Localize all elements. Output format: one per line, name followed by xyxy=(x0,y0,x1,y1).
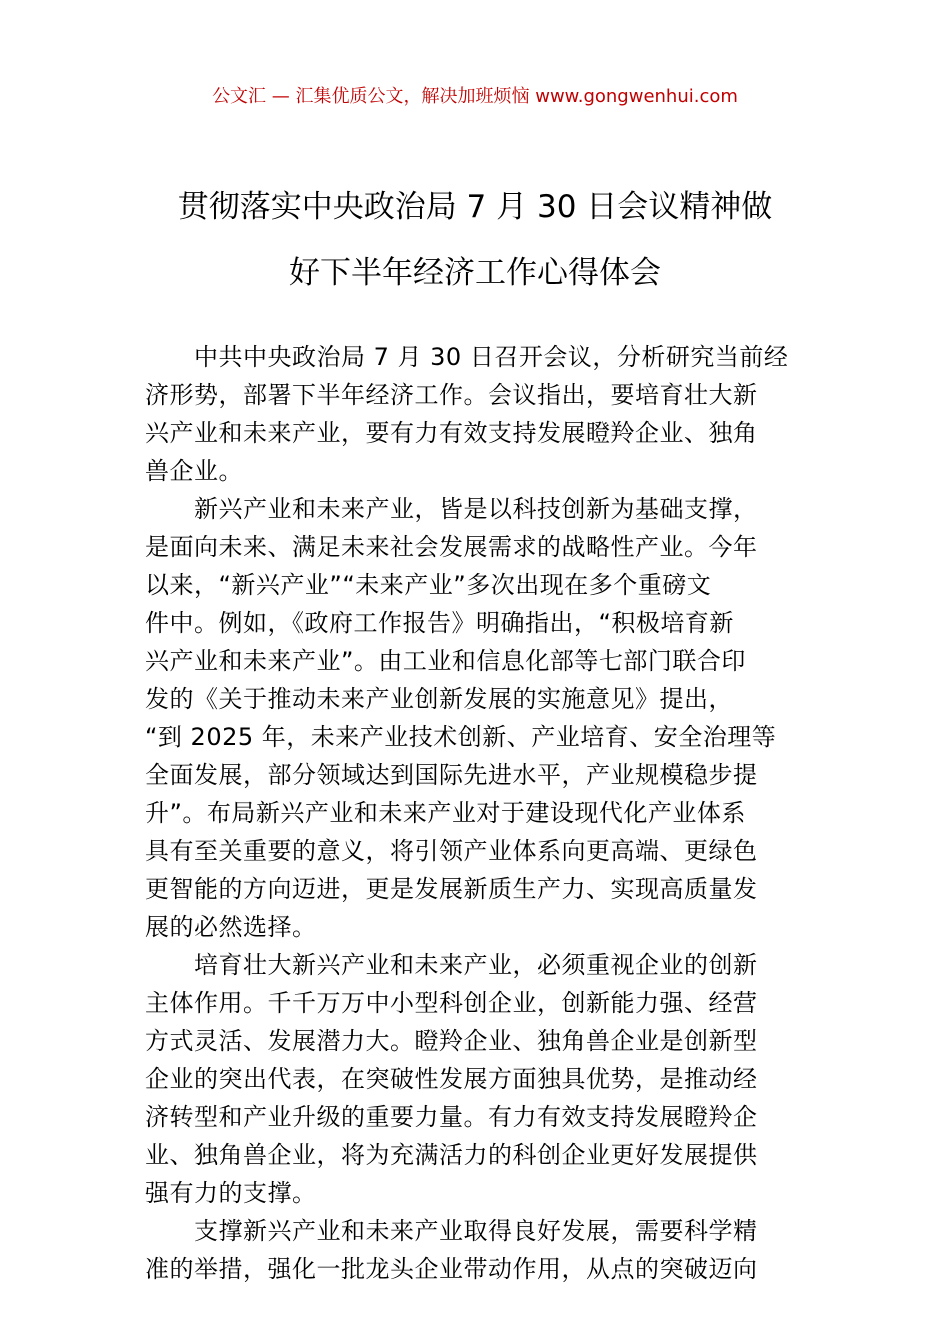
text-line: 业、独角兽企业，将为充满活力的科创企业更好发展提供 xyxy=(145,1141,758,1169)
text-line: 兴产业和未来产业”。由工业和信息化部等七部门联合印 xyxy=(145,647,746,675)
text-line: 全面发展，部分领域达到国际先进水平，产业规模稳步提 xyxy=(145,761,758,789)
text-line: “到 2025 年，未来产业技术创新、产业培育、安全治理等 xyxy=(145,723,777,751)
text-line: 以来，“新兴产业”“未来产业”多次出现在多个重磅文 xyxy=(145,571,712,599)
site-header-banner: 公文汇 — 汇集优质公文，解决加班烦恼 www.gongwenhui.com xyxy=(212,86,738,107)
paragraph xyxy=(145,338,809,490)
document-title xyxy=(120,174,830,306)
document-body xyxy=(145,338,809,1288)
text-line: 新兴产业和未来产业，皆是以科技创新为基础支撑， xyxy=(145,495,758,523)
paragraph xyxy=(145,946,809,1212)
text-line: 中共中央政治局 7 月 30 日召开会议，分析研究当前经 xyxy=(145,343,789,371)
title-line: 贯彻落实中央政治局 7 月 30 日会议精神做 xyxy=(177,189,773,225)
text-line: 展的必然选择。 xyxy=(145,913,317,941)
text-line: 兽企业。 xyxy=(145,457,243,485)
text-line: 企业的突出代表，在突破性发展方面独具优势，是推动经 xyxy=(145,1065,758,1093)
text-line: 培育壮大新兴产业和未来产业，必须重视企业的创新 xyxy=(145,951,758,979)
text-line: 件中。例如，《政府工作报告》明确指出，“积极培育新 xyxy=(145,609,734,637)
text-line: 主体作用。千千万万中小型科创企业，创新能力强、经营 xyxy=(145,989,758,1017)
text-line: 准的举措，强化一批龙头企业带动作用，从点的突破迈向 xyxy=(145,1255,758,1283)
text-line: 更智能的方向迈进，更是发展新质生产力、实现高质量发 xyxy=(145,875,758,903)
text-line: 兴产业和未来产业，要有力有效支持发展瞪羚企业、独角 xyxy=(145,419,758,447)
text-line: 发的《关于推动未来产业创新发展的实施意见》提出， xyxy=(145,685,733,713)
text-line: 济转型和产业升级的重要力量。有力有效支持发展瞪羚企 xyxy=(145,1103,758,1131)
text-line: 支撑新兴产业和未来产业取得良好发展，需要科学精 xyxy=(145,1217,758,1245)
text-line: 是面向未来、满足未来社会发展需求的战略性产业。今年 xyxy=(145,533,758,561)
text-line: 具有至关重要的意义，将引领产业体系向更高端、更绿色 xyxy=(145,837,758,865)
paragraph xyxy=(145,1212,809,1288)
text-line: 升”。布局新兴产业和未来产业对于建设现代化产业体系 xyxy=(145,799,746,827)
text-line: 方式灵活、发展潜力大。瞪羚企业、独角兽企业是创新型 xyxy=(145,1027,758,1055)
paragraph xyxy=(145,490,809,946)
text-line: 强有力的支撑。 xyxy=(145,1179,317,1207)
title-line: 好下半年经济工作心得体会 xyxy=(289,255,661,291)
text-line: 济形势，部署下半年经济工作。会议指出，要培育壮大新 xyxy=(145,381,758,409)
